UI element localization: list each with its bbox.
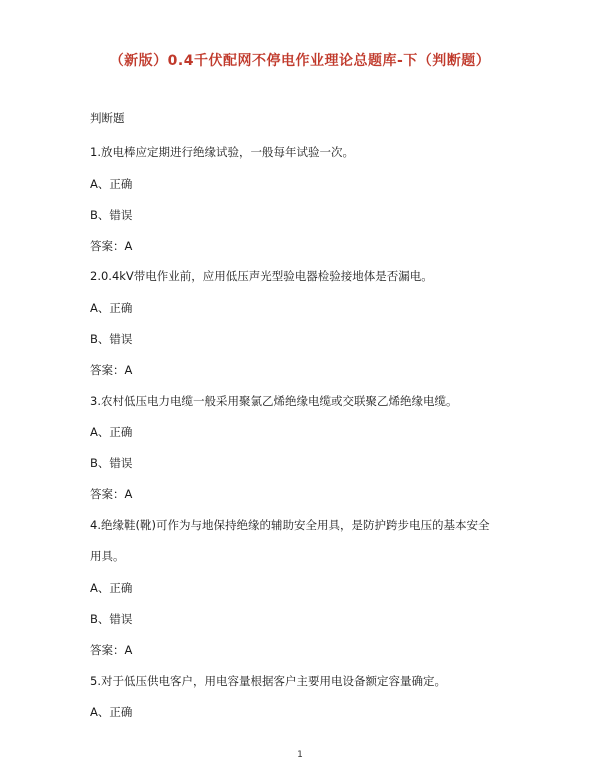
question-1-answer: 答案：A [90, 239, 133, 253]
question-5-stem: 5.对于低压供电客户，用电容量根据客户主要用电设备额定容量确定。 [90, 674, 446, 688]
question-3-answer: 答案：A [90, 487, 133, 501]
question-3-stem: 3.农村低压电力电缆一般采用聚氯乙烯绝缘电缆或交联聚乙烯绝缘电缆。 [90, 394, 458, 408]
question-1-option-a: A、正确 [90, 177, 133, 191]
question-2-stem: 2.0.4kV带电作业前，应用低压声光型验电器检验接地体是否漏电。 [90, 269, 433, 283]
question-2-option-a: A、正确 [90, 301, 133, 315]
section-heading: 判断题 [90, 111, 125, 125]
question-4-option-a: A、正确 [90, 581, 133, 595]
page-number: 1 [297, 750, 303, 760]
question-2-option-b: B、错误 [90, 332, 133, 346]
question-3-option-b: B、错误 [90, 456, 133, 470]
document-title: （新版）0.4千伏配网不停电作业理论总题库-下（判断题） [109, 53, 491, 69]
question-1-option-b: B、错误 [90, 208, 133, 222]
question-1-stem: 1.放电棒应定期进行绝缘试验，一般每年试验一次。 [90, 145, 354, 159]
question-4-stem-line2: 用具。 [90, 549, 125, 563]
question-4-answer: 答案：A [90, 643, 133, 657]
question-4-option-b: B、错误 [90, 612, 133, 626]
question-3-option-a: A、正确 [90, 425, 133, 439]
question-4-stem-line1: 4.绝缘鞋(靴)可作为与地保持绝缘的辅助安全用具，是防护跨步电压的基本安全 [90, 518, 490, 532]
question-5-option-a: A、正确 [90, 705, 133, 719]
question-2-answer: 答案：A [90, 363, 133, 377]
